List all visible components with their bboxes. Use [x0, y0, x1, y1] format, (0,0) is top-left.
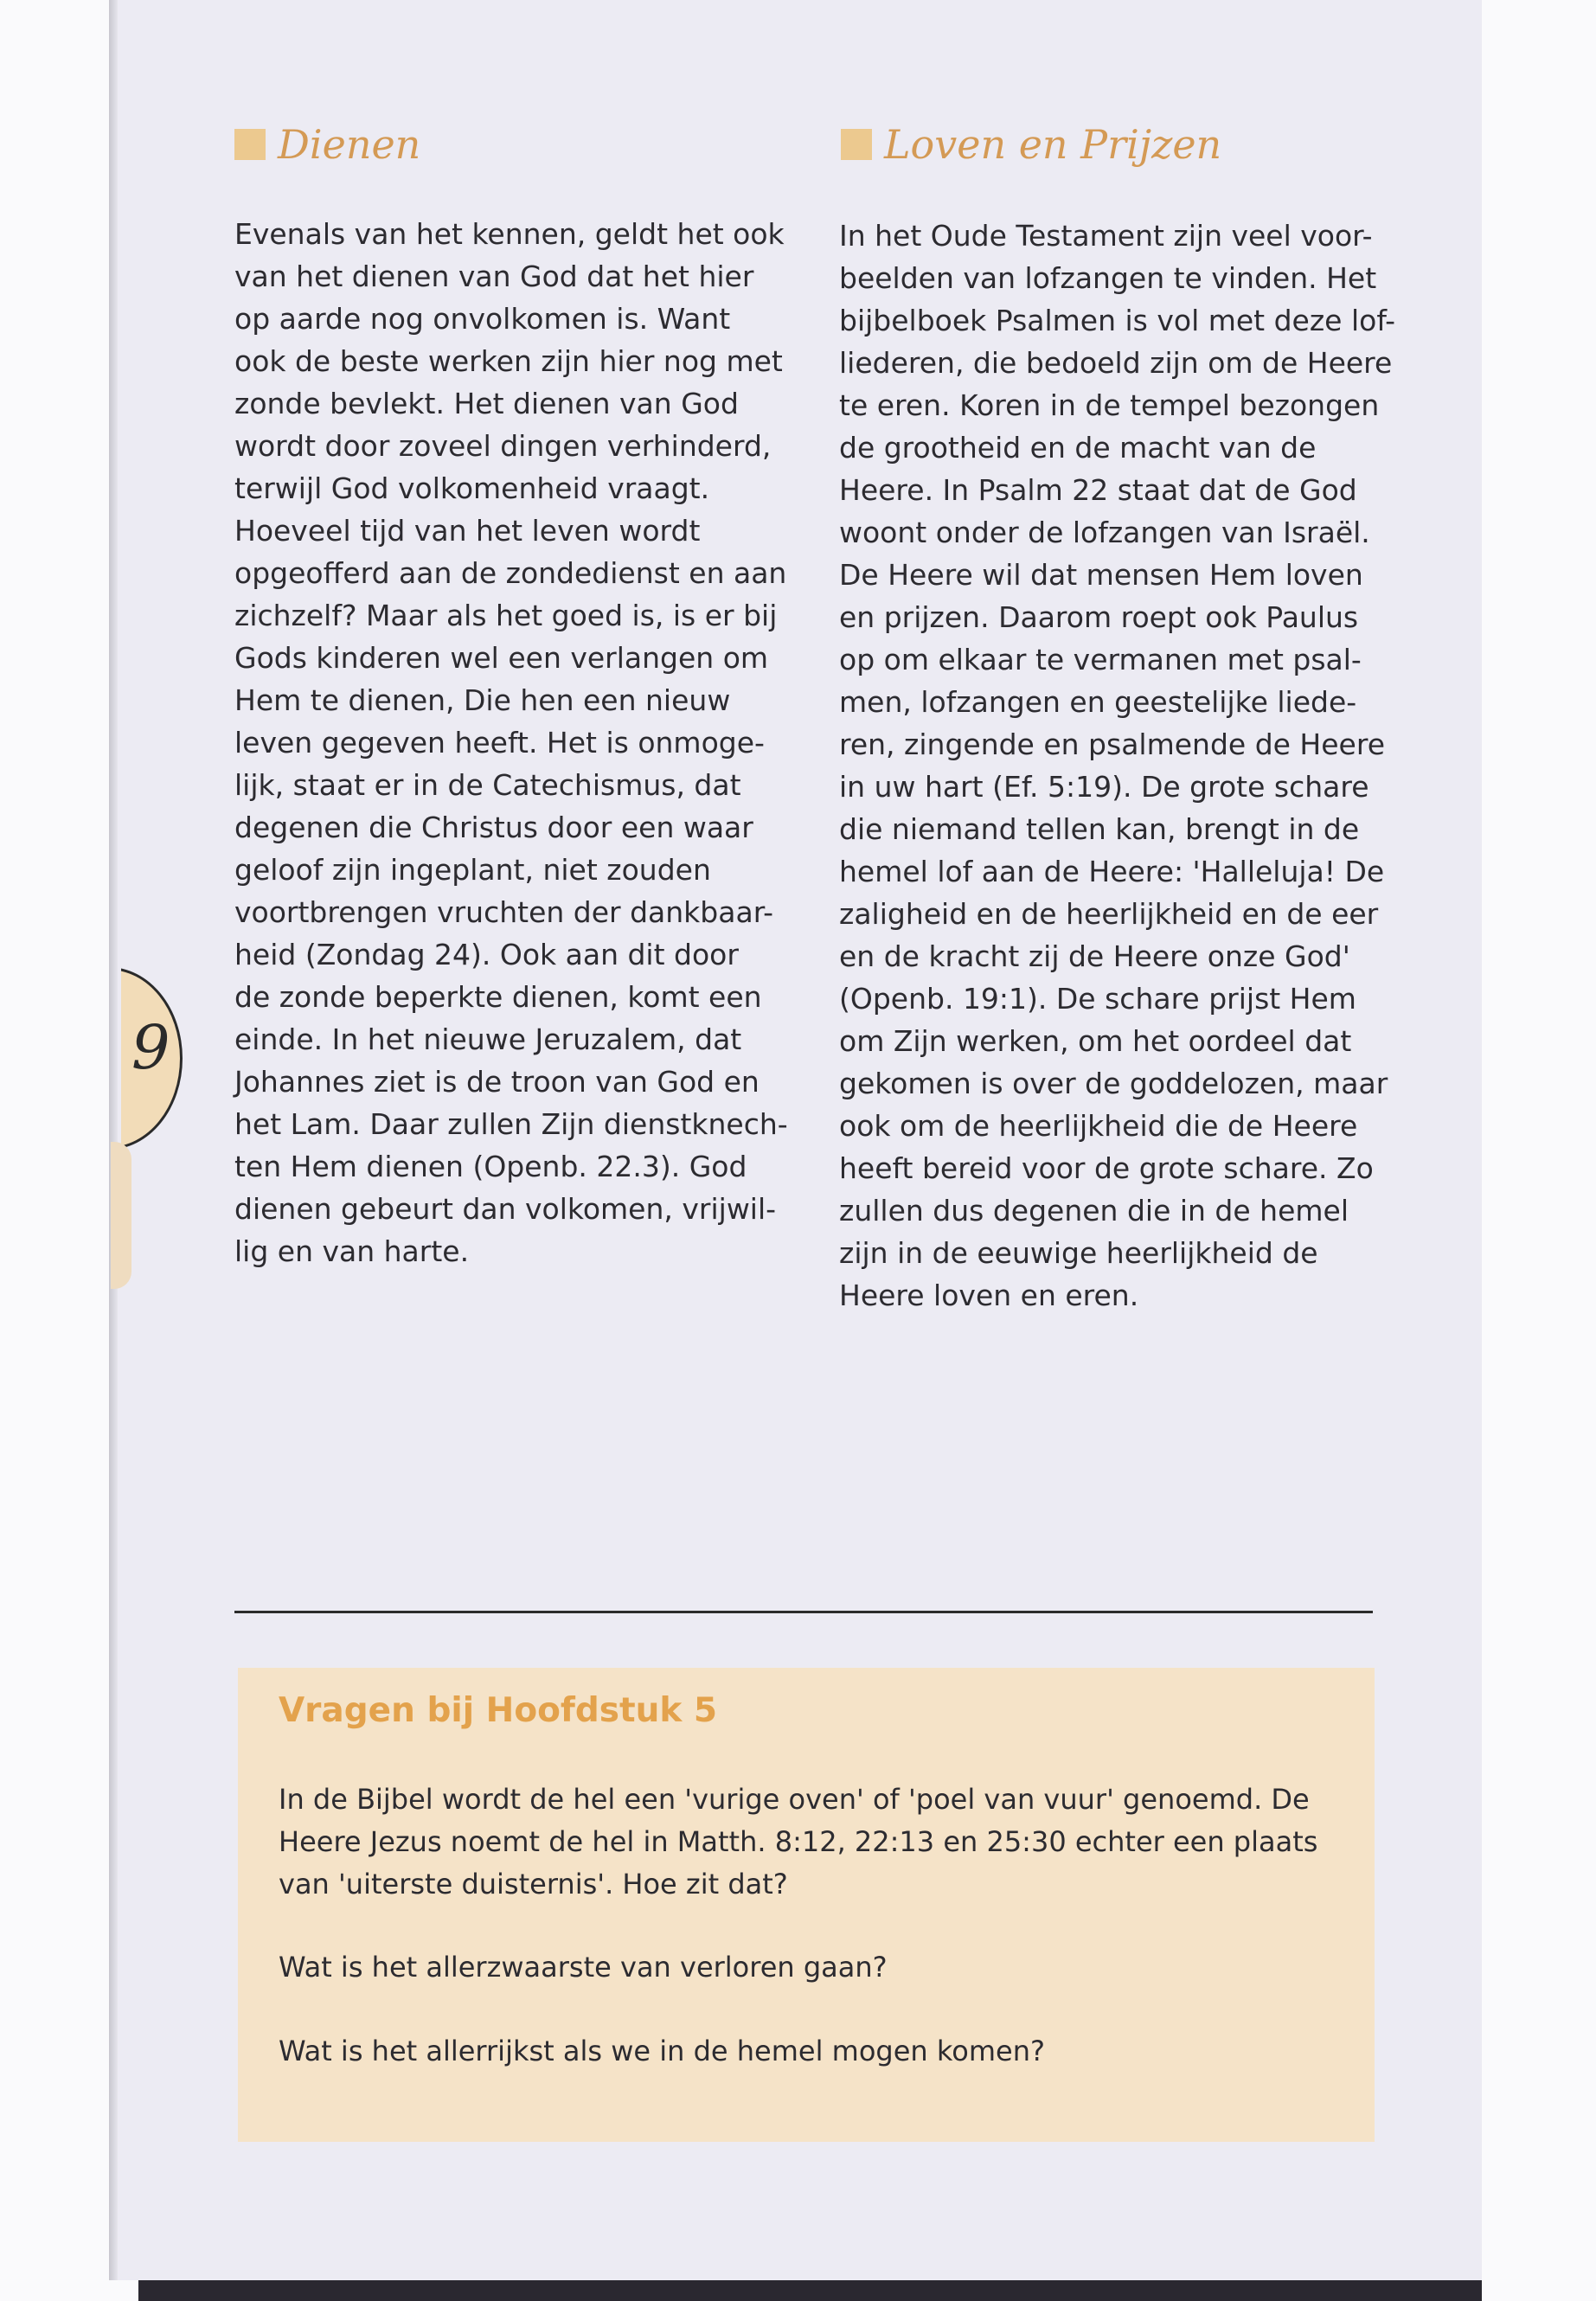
- text-line: op aarde nog onvolkomen is. Want: [234, 302, 731, 336]
- text-line: einde. In het nieuwe Jeruzalem, dat: [234, 1022, 742, 1056]
- text-line: ten Hem dienen (Openb. 22.3). God: [234, 1150, 747, 1183]
- tab-decoration: [111, 1142, 131, 1289]
- text-line: liederen, die bedoeld zijn om de Heere: [839, 346, 1393, 380]
- text-line: te eren. Koren in de tempel bezongen: [839, 388, 1380, 422]
- text-line: Heere. In Psalm 22 staat dat de God: [839, 473, 1357, 507]
- question-1: [279, 1779, 1317, 1906]
- text-line: De Heere wil dat mensen Hem loven: [839, 558, 1363, 592]
- text-line: heeft bereid voor de grote schare. Zo: [839, 1151, 1374, 1185]
- divider: [234, 1611, 1373, 1613]
- text-line: beelden van lofzangen te vinden. Het: [839, 261, 1377, 295]
- text-line: Heere loven en eren.: [839, 1279, 1139, 1312]
- text-line: dienen gebeurt dan volkomen, vrijwil-: [234, 1192, 777, 1226]
- text-line: In de Bijbel wordt de hel een 'vurige oven' of 'poel van vuur' genoemd. De: [279, 1783, 1310, 1816]
- text-line: zijn in de eeuwige heerlijkheid de: [839, 1236, 1318, 1270]
- text-line: zullen dus degenen die in de hemel: [839, 1194, 1349, 1227]
- text-line: de zonde beperkte dienen, komt een: [234, 980, 762, 1014]
- text-line: het Lam. Daar zullen Zijn dienstknech-: [234, 1107, 788, 1141]
- text-line: (Openb. 19:1). De schare prijst Hem: [839, 982, 1356, 1016]
- text-line: zichzelf? Maar als het goed is, is er bij: [234, 599, 778, 632]
- text-line: terwijl God volkomenheid vraagt.: [234, 471, 710, 505]
- text-line: Heere Jezus noemt de hel in Matth. 8:12, 22:13 en 25:30 echter een plaats: [279, 1825, 1318, 1858]
- text-line: ook de beste werken zijn hier nog met: [234, 344, 783, 378]
- heading-loven-en-prijzen: [841, 121, 1221, 168]
- text-line: woont onder de lofzangen van Israël.: [839, 516, 1370, 549]
- text-line: zonde bevlekt. Het dienen van God: [234, 387, 739, 420]
- question-3: Wat is het allerrijkst als we in de hemel mogen komen?: [279, 2035, 1045, 2067]
- heading-square-icon: [841, 129, 872, 160]
- chapter-badge-number: 9: [131, 1012, 170, 1083]
- left-column-text: [234, 213, 788, 1272]
- text-line: Hem te dienen, Die hen een nieuw: [234, 683, 731, 717]
- text-line: ren, zingende en psalmende de Heere: [839, 727, 1385, 761]
- question-2: Wat is het allerzwaarste van verloren gaan?: [279, 1951, 888, 1984]
- text-line: gekomen is over de goddelozen, maar: [839, 1067, 1388, 1100]
- heading-text: Dienen: [278, 121, 421, 168]
- text-line: heid (Zondag 24). Ook aan dit door: [234, 938, 739, 971]
- text-line: leven gegeven heeft. Het is onmoge-: [234, 726, 765, 760]
- text-line: van het dienen van God dat het hier: [234, 260, 754, 293]
- text-line: en prijzen. Daarom roept ook Paulus: [839, 600, 1359, 634]
- text-line: Evenals van het kennen, geldt het ook: [234, 217, 785, 251]
- text-line: in uw hart (Ef. 5:19). De grote schare: [839, 770, 1369, 804]
- text-line: ook om de heerlijkheid die de Heere: [839, 1109, 1358, 1143]
- text-line: de grootheid en de macht van de: [839, 431, 1317, 465]
- text-line: geloof zijn ingeplant, niet zouden: [234, 853, 711, 887]
- bottom-edge: [138, 2280, 1482, 2301]
- heading-dienen: [234, 121, 420, 168]
- text-line: men, lofzangen en geestelijke liede-: [839, 685, 1357, 719]
- text-line: hemel lof aan de Heere: 'Halleluja! De: [839, 855, 1385, 888]
- text-line: opgeofferd aan de zondedienst en aan: [234, 556, 787, 590]
- text-line: lig en van harte.: [234, 1234, 470, 1268]
- text-line: Hoeveel tijd van het leven wordt: [234, 514, 701, 548]
- text-line: In het Oude Testament zijn veel voor-: [839, 219, 1373, 253]
- text-line: lijk, staat er in de Catechismus, dat: [234, 768, 741, 802]
- text-line: Gods kinderen wel een verlangen om: [234, 641, 769, 675]
- text-line: bijbelboek Psalmen is vol met deze lof-: [839, 304, 1396, 337]
- text-line: zaligheid en de heerlijkheid en de eer: [839, 897, 1379, 931]
- heading-text: Loven en Prijzen: [884, 121, 1222, 168]
- text-line: op om elkaar te vermanen met psal-: [839, 643, 1362, 676]
- questions-title: Vragen bij Hoofdstuk 5: [279, 1691, 718, 1730]
- text-line: Johannes ziet is de troon van God en: [234, 1065, 760, 1099]
- text-line: van 'uiterste duisternis'. Hoe zit dat?: [279, 1868, 788, 1900]
- right-column-text: [839, 215, 1395, 1317]
- heading-square-icon: [234, 129, 266, 160]
- text-line: die niemand tellen kan, brengt in de: [839, 812, 1360, 846]
- text-line: degenen die Christus door een waar: [234, 811, 753, 844]
- text-line: en de kracht zij de Heere onze God': [839, 939, 1350, 973]
- text-line: wordt door zoveel dingen verhinderd,: [234, 429, 772, 463]
- page-edge: [109, 0, 118, 2280]
- text-line: om Zijn werken, om het oordeel dat: [839, 1024, 1352, 1058]
- text-line: voortbrengen vruchten der dankbaar-: [234, 895, 774, 929]
